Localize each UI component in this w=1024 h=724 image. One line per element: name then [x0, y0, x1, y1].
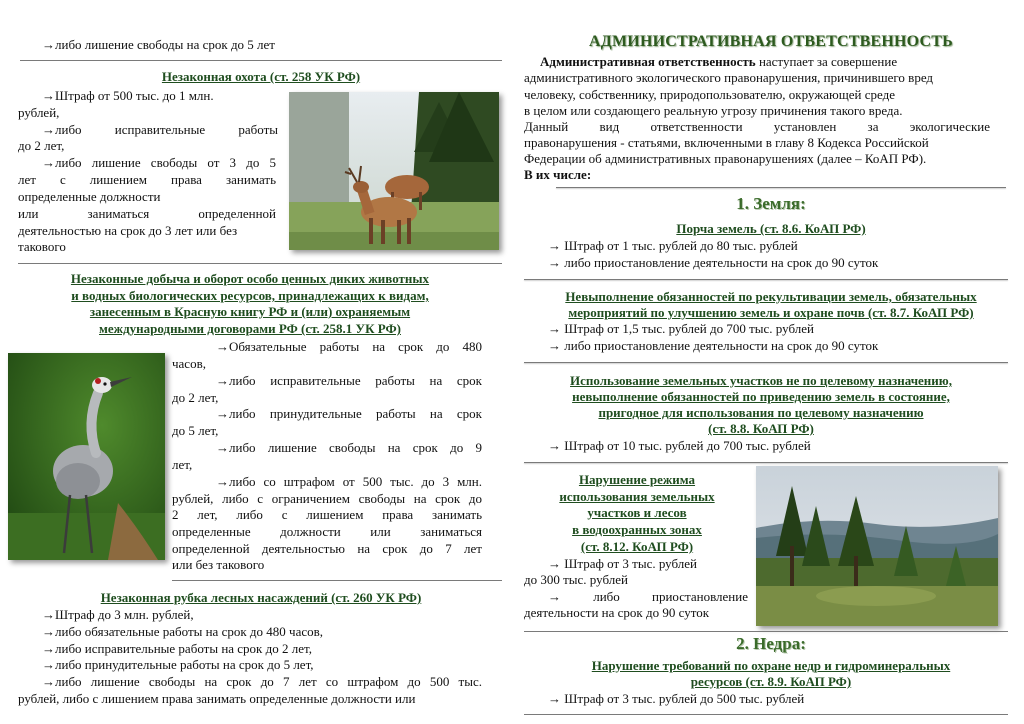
s812-title: использования земельных	[559, 489, 715, 504]
hunting-title: Незаконная охота (ст. 258 УК РФ)	[161, 69, 361, 84]
rare-line: 2 лет, либо с лишением права занимать	[172, 507, 482, 522]
intro-line: человеку, собственнику, природопользователю, окружающей среде	[524, 87, 895, 102]
s812-line: до 300 тыс. рублей	[524, 572, 628, 587]
forest-title: Незаконная рубка лесных насаждений (ст. 260 УК РФ)	[100, 590, 422, 605]
section-land: 1. Земля:	[736, 194, 806, 213]
s88-line: → Штраф от 10 тыс. рублей до 700 тыс. рублей	[548, 438, 811, 453]
s88-title: (ст. 8.8. КоАП РФ)	[708, 421, 814, 436]
s88-title: пригодное для использования по целевому назначению	[598, 405, 924, 420]
landscape-photo	[756, 466, 998, 626]
forest-line: →либо принудительные работы на срок до 5 лет,	[42, 657, 314, 672]
s87-line: → либо приостановление деятельности на срок до 90 суток	[548, 338, 879, 353]
rare-line: →либо принудительные работы на срок	[216, 406, 482, 421]
deer-photo	[289, 92, 499, 250]
rare-line: →либо лишение свободы на срок до 9	[216, 440, 482, 455]
divider	[524, 362, 1008, 363]
hunting-line: рублей,	[18, 105, 60, 120]
forest-line: рублей, либо с лишением права занимать определенные должности или	[18, 691, 416, 706]
hunting-line: деятельностью на срок до 3 лет или без	[18, 223, 238, 238]
rare-line: до 5 лет,	[172, 423, 219, 438]
intro-lead: Административная ответственность	[540, 54, 756, 69]
s89-title: Нарушение требований по охране недр и гидроминеральных	[591, 658, 951, 673]
hunting-line: определенные должности	[18, 189, 161, 204]
intro-line: в целом или создающего реальную угрозу причинения такого вреда.	[524, 103, 903, 118]
crane-photo	[8, 353, 165, 560]
section-subsoil: 2. Недра:	[736, 634, 806, 653]
forest-line: →либо исправительные работы на срок до 2 лет,	[42, 641, 312, 656]
hunting-line: →либо лишение свободы от 3 до 5	[42, 155, 276, 170]
main-title: АДМИНИСТРАТИВНАЯ ОТВЕТСТВЕННОСТЬ	[589, 33, 953, 50]
intro-line: Данный вид ответственности установлен за экологические	[524, 119, 990, 134]
divider	[556, 187, 1006, 188]
hunting-line: лет с лишением права занимать	[18, 172, 276, 187]
hunting-line: →Штраф от 500 тыс. до 1 млн.	[42, 88, 214, 103]
hunting-line: такового	[18, 239, 66, 254]
rare-line: определенные должности или заниматься	[172, 524, 482, 539]
rare-line: →либо со штрафом от 500 тыс. до 3 млн.	[216, 474, 482, 489]
s89-line: → Штраф от 3 тыс. рублей до 500 тыс. рублей	[548, 691, 805, 706]
rare-line: рублей, либо с ограничением свободы на срок до	[172, 491, 482, 506]
divider	[172, 580, 502, 581]
divider	[524, 462, 1008, 463]
s812-title: в водоохранных зонах	[572, 522, 702, 537]
top-line: →либо лишение свободы на срок до 5 лет	[42, 37, 275, 52]
divider	[524, 631, 1008, 632]
s88-title: невыполнение обязанностей по приведению земель в состояние,	[572, 389, 950, 404]
s87-line: → Штраф от 1,5 тыс. рублей до 700 тыс. рублей	[548, 321, 814, 336]
hunting-line: →либо исправительные работы	[42, 122, 278, 137]
rare-line: →Обязательные работы на срок до 480	[216, 339, 482, 354]
in-number-label: В их числе:	[524, 167, 592, 182]
forest-line: →либо лишение свободы на срок до 7 лет со штрафом до 500 тыс.	[42, 674, 482, 689]
intro-first-line	[540, 54, 990, 71]
rare-line: или без такового	[172, 557, 265, 572]
s812-line: → Штраф от 3 тыс. рублей	[548, 556, 698, 571]
s812-line: → либо приостановление	[548, 589, 748, 604]
rare-title: занесенным в Красную книгу РФ и (или) охраняемым	[89, 304, 411, 319]
rare-line: определенной деятельностью на срок до 7 лет	[172, 541, 482, 556]
divider	[20, 60, 502, 61]
s88-title: Использование земельных участков не по целевому назначению,	[570, 373, 952, 388]
s86-line: → либо приостановление деятельности на срок до 90 суток	[548, 255, 879, 270]
intro-line: правонарушения - статьями, включенными в главу 8 Кодекса Российской	[524, 135, 929, 150]
rare-line: до 2 лет,	[172, 390, 219, 405]
divider	[18, 263, 502, 264]
s86-line: → Штраф от 1 тыс. рублей до 80 тыс. рублей	[548, 238, 798, 253]
rare-title: международными договорами РФ (ст. 258.1 УК РФ)	[99, 321, 401, 336]
intro-line: административного экологического правонарушения, причинившего вред	[524, 70, 934, 85]
forest-line: →Штраф до 3 млн. рублей,	[42, 607, 194, 622]
divider	[524, 714, 1008, 715]
s87-title: Невыполнение обязанностей по рекультивации земель, обязательных	[565, 289, 977, 304]
s812-line: деятельности на срок до 90 суток	[524, 605, 710, 620]
s86-title: Порча земель (ст. 8.6. КоАП РФ)	[676, 221, 866, 236]
hunting-line: до 2 лет,	[18, 138, 65, 153]
rare-line: часов,	[172, 356, 206, 371]
s812-title: Нарушение режима	[578, 472, 696, 487]
forest-line: →либо обязательные работы на срок до 480 часов,	[42, 624, 323, 639]
intro-line: Федерации об административных правонарушениях (далее – КоАП РФ).	[524, 151, 927, 166]
rare-title: и водных биологических ресурсов, принадлежащих к видам,	[71, 288, 429, 303]
rare-title: Незаконные добыча и оборот особо ценных диких животных	[70, 271, 430, 286]
intro-rest: наступает за совершение	[755, 54, 898, 69]
s812-title: участков и лесов	[587, 505, 687, 520]
hunting-line: или заниматься определенной	[18, 206, 276, 221]
s87-title: мероприятий по улучшению земель и охране почв (ст. 8.7. КоАП РФ)	[568, 305, 974, 320]
divider	[524, 279, 1008, 280]
s89-title: ресурсов (ст. 8.9. КоАП РФ)	[690, 674, 852, 689]
s812-title: (ст. 8.12. КоАП РФ)	[580, 539, 694, 554]
rare-line: лет,	[172, 457, 193, 472]
rare-line: →либо исправительные работы на срок	[216, 373, 482, 388]
